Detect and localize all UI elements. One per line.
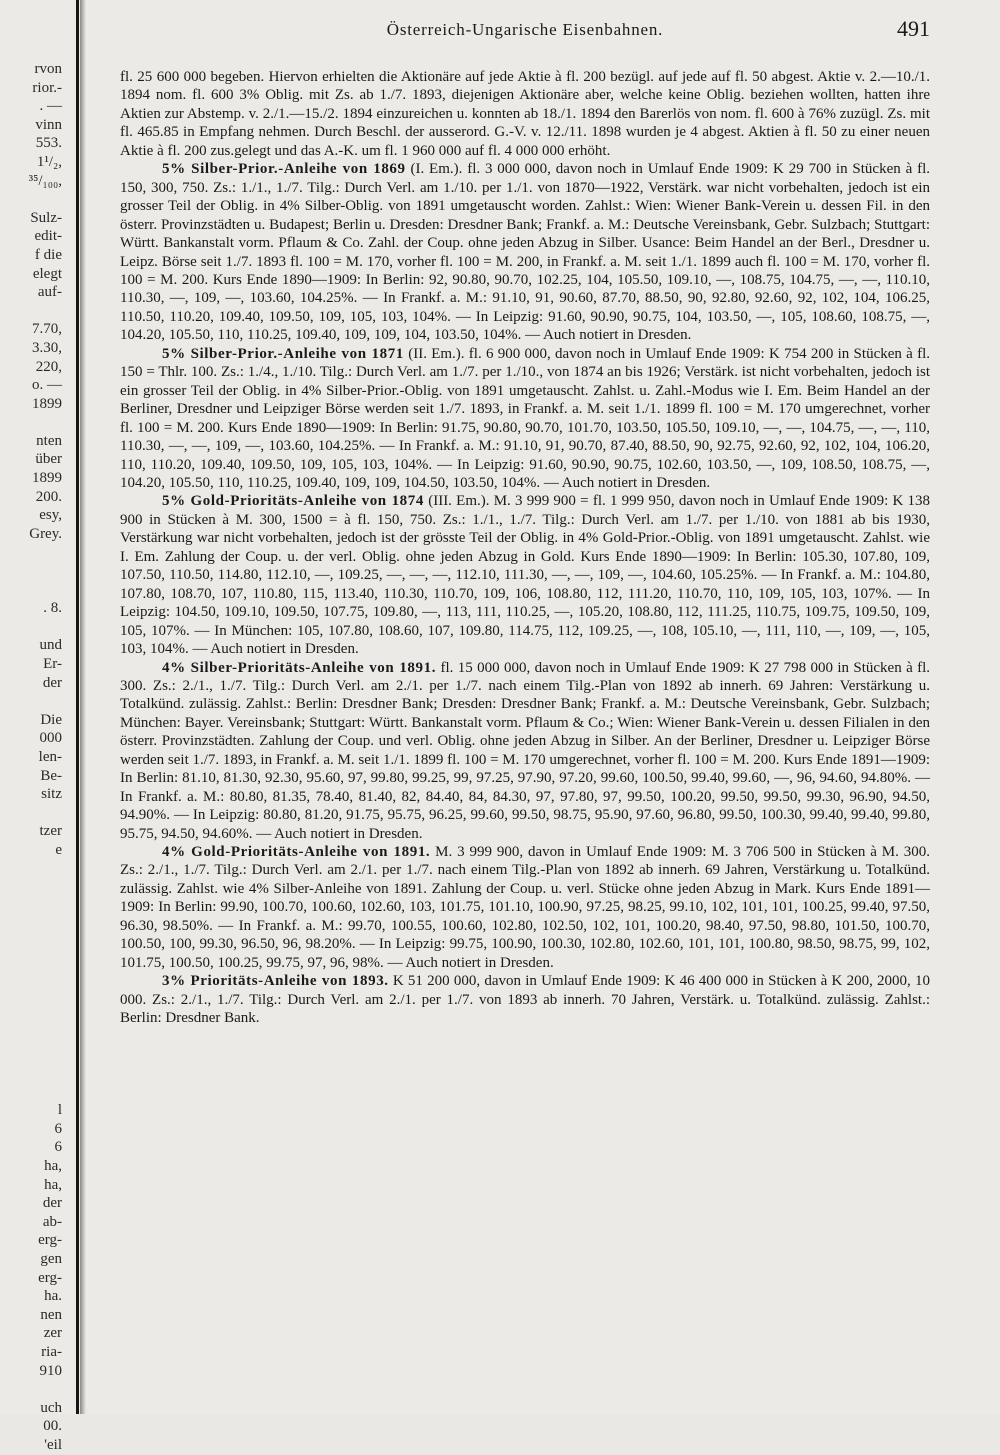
margin-fragment: 1¹/₂,	[36, 153, 62, 170]
margin-fragment: ³⁵/₁₀₀,	[28, 172, 62, 189]
facing-page-margin	[0, 60, 62, 1453]
margin-fragment	[0, 897, 62, 916]
margin-fragment: e	[55, 841, 62, 858]
margin-fragment: rvon	[34, 61, 62, 77]
margin-fragment: 1899	[32, 470, 62, 487]
paragraph: 4% Silber-Prioritäts-Anleihe von 1891. fl. 15 000 000, davon noch in Umlauf Ende 1909: K 27 798 000 in Stücken à fl. 300. Zs.: 2./1., 1./7. Tilg.: Durch Verl. am 2./1. per 1./7. nach einem Tilg.-Plan von 1892 ab innerh. 69 Jahren: Verstärkung u. Totalkünd. zulässig. Zahlst.: Berlin: Dresdner Bank; Dresden: Dresdner Bank; Frankf. a. M.: Deutsche Vereinsbank, Gebr. Sulzbach; München: Bayer. Vereinsbank; Stuttgart: Württ. Bankanstalt vorm. Pflaum & Co.; Wien: Wiener Bank-Verein u. dessen Filialen in den österr. Provinzstädten. Zahlung der Coup. und verl. Oblig. ohne jeden Abzug in Silber. An der Berliner, Dresdner u. Leipziger Börse werden seit 1./7. 1893, in Frankf. a. M. seit 1./1. 1899 fl. 100 = M. 170 umgerechnet, vorher fl. 100 = M. 200. Kurs Ende 1891—1909: In Berlin: 81.10, 81.30, 92.30, 95.60, 97, 99.80, 99.25, 99, 97.25, 97.90, 97.20, 99.60, 100.50, 99.40, 99.60, —, 96, 94.60, 94.80%. — In Frankf. a. M.: 80.80, 81.35, 78.40, 81.40, 82, 84.40, 84, 84.30, 97, 97.80, 97, 99.50, 100.20, 99.50, 99.50, 99.30, 96.90, 94.50, 94.90%. — In Leipzig: 80.80, 81.20, 91.75, 95.75, 96.25, 99.60, 99.50, 98.75, 95.90, 97.60, 96.80, 99.50, 100.30, 99.40, 99.40, 99.80, 95.75, 94.50, 94.60%. — Auch notiert in Dresden.	[120, 659, 931, 842]
loan-heading: 4% Gold-Prioritäts-Anleihe von 1891.	[162, 844, 431, 861]
page-fold-shadow	[80, 0, 86, 1414]
margin-fragment: elegt	[32, 265, 62, 282]
margin-fragment	[0, 878, 62, 897]
margin-fragment: gen	[40, 1251, 62, 1267]
margin-fragment: 'eil	[44, 1436, 62, 1453]
margin-fragment	[0, 618, 62, 637]
margin-fragment: ab-	[42, 1213, 62, 1230]
paragraph: 4% Gold-Prioritäts-Anleihe von 1891. M. 3 999 900, davon in Umlauf Ende 1909: M. 3 706 500 in Stücken à M. 300. Zs.: 2./1., 1./7. Tilg.: Durch Verl. am 2./1. per 1./7. nach einem Tilg.-Plan von 1892 ab innerh. 69 Jahren, Verstärkung u. Totalkünd. zulässig. Zahlst. wie 4% Silber-Anleihe von 1891. Zahlung der Coup. u. verl. Stücke ohne jeden Abzug in Mark. Kurs Ende 1891—1909: In Berlin: 99.90, 100.70, 100.60, 102.60, 103, 101.75, 101.10, 100.90, 97.25, 98.25, 99.10, 102, 101, 101, 100.25, 99.40, 97.50, 96.30, 98.50%. — In Frankf. a. M.: 99.70, 100.55, 100.60, 102.80, 102.50, 102, 101, 100.20, 98.40, 97.50, 98.80, 101.50, 100.70, 100.50, 100, 99.30, 96.50, 96, 98.20%. — In Leipzig: 99.75, 100.90, 100.30, 102.80, 102.60, 101, 101, 100.80, 98.50, 98.75, 99, 102, 101.75, 100.50, 100.25, 99.75, 97, 96, 98%. — Auch notiert in Dresden.	[120, 844, 931, 971]
margin-fragment: der	[42, 674, 62, 691]
margin-fragment	[0, 562, 62, 581]
running-title: Österreich-Ungarische Eisenbahnen.	[386, 20, 664, 39]
margin-fragment	[0, 804, 62, 823]
margin-fragment: nten	[36, 432, 62, 449]
page-number: 491	[897, 16, 930, 41]
margin-fragment: Sulz-	[30, 209, 62, 226]
margin-fragment: über	[35, 451, 62, 468]
margin-fragment: 7.70,	[32, 321, 62, 338]
margin-fragment	[0, 1064, 62, 1083]
margin-fragment	[0, 543, 62, 562]
margin-fragment	[0, 971, 62, 990]
margin-fragment: Die	[40, 711, 62, 728]
loan-heading: 5% Silber-Prior.-Anleihe von 1871	[162, 345, 404, 362]
margin-fragment: . 8.	[43, 600, 62, 617]
loan-heading: 5% Gold-Prioritäts-Anleihe von 1874	[162, 493, 424, 510]
paragraph: 3% Prioritäts-Anleihe von 1893. K 51 200 000, davon in Umlauf Ende 1909: K 46 400 000 in Stücken à K 200, 2000, 10 000. Zs.: 2./1., 1./7. Tilg.: Durch Verl. am 2./1. per 1./7. von 1893 ab innerh. 70 Jahren, Verstärk. u. Totalkünd. zulässig. Zahlst.: Berlin: Dresdner Bank.	[120, 973, 931, 1027]
margin-fragment: erg-	[38, 1232, 62, 1249]
margin-fragment	[0, 1027, 62, 1046]
margin-fragment: 1899	[32, 395, 62, 412]
margin-fragment: ha,	[44, 1158, 62, 1175]
loan-heading: 3% Prioritäts-Anleihe von 1893.	[162, 973, 389, 990]
margin-fragment: 3.30,	[32, 339, 62, 356]
margin-fragment: f die	[34, 246, 62, 263]
margin-fragment	[0, 934, 62, 953]
margin-fragment: vinn	[35, 116, 62, 133]
margin-fragment: auf-	[37, 284, 62, 301]
running-header	[120, 16, 930, 46]
margin-fragment: 553.	[35, 135, 62, 152]
page-fold-line	[76, 0, 79, 1414]
margin-fragment	[0, 1008, 62, 1027]
margin-fragment: 6	[54, 1139, 62, 1156]
margin-fragment: len-	[38, 748, 62, 765]
margin-fragment: und	[39, 637, 62, 654]
loan-heading: 4% Silber-Prioritäts-Anleihe von 1891.	[162, 659, 437, 676]
margin-fragment: 200.	[35, 488, 62, 505]
paragraph: 5% Gold-Prioritäts-Anleihe von 1874 (III. Em.). M. 3 999 900 = fl. 1 999 950, davon noch in Umlauf Ende 1909: K 138 900 in Stücken à M. 300, 1500 = à fl. 150, 750. Zs.: 1./1., 1./7. Tilg.: Durch Verl. am 1./7. per 1./10. von 1881 ab bis 1930, Verstärkung war nicht vorbehalten, jedoch ist der grösste Teil der Oblig. in 4% Gold-Prior.-Oblig. von 1891 umgetauscht. Zahlst. wie I. Em. Zahlung der Coup. u. der verl. Oblig. ohne jeden Abzug in Gold. Kurs Ende 1890—1909: In Berlin: 105.30, 107.80, 109, 107.50, 110.50, 114.80, 112.10, —, 109.25, —, —, —, 112.10, 111.30, —, —, 109, —, 104.60, 105.25%. — In Frankf. a. M.: 104.80, 107.80, 108.70, 107, 110.80, 115, 113.40, 110.30, 110.70, 109, 106, 108.80, 112, 111.20, 110.70, 110, 109, 105, 103, 107%. — In Leipzig: 104.50, 109.10, 109.50, 107.75, 109.80, —, 113, 111, 110.25, —, 105.20, 108.80, 112, 111.25, 110.75, 109.75, 109.50, 109, 105, 107%. — In München: 105, 107.80, 108.60, 107, 109.80, 114.75, 112, 109.25, —, 108, 105.10, —, 111, 110, —, 109, —, 105, 103, 104%. — Auch notiert in Dresden.	[120, 493, 931, 658]
margin-fragment: Grey.	[29, 525, 62, 542]
margin-fragment: 910	[39, 1362, 62, 1379]
margin-fragment: ha.	[44, 1288, 62, 1305]
margin-fragment	[0, 1045, 62, 1064]
margin-fragment: . —	[39, 98, 62, 115]
margin-fragment	[0, 581, 62, 600]
margin-fragment: ria-	[41, 1343, 62, 1360]
margin-fragment	[0, 302, 62, 321]
margin-fragment: 220,	[35, 358, 62, 375]
margin-fragment: 6	[54, 1120, 62, 1137]
margin-fragment	[0, 990, 62, 1009]
margin-fragment: uch	[40, 1399, 62, 1416]
margin-fragment	[0, 1083, 62, 1102]
margin-fragment	[0, 1380, 62, 1399]
margin-fragment: sitz	[41, 786, 62, 803]
margin-fragment	[0, 953, 62, 972]
paragraph: fl. 25 600 000 begeben. Hiervon erhielten die Aktionäre auf jede Aktie à fl. 200 bezügl. auf jede auf fl. 50 abgest. Aktie v. 2.—10./1. 1894 nom. fl. 600 3% Oblig. mit Zs. ab 1./7. 1893, diejenigen Aktionäre aber, welche keine Oblig. beziehen wollten, hatten ihre Aktien zur Abstemp. v. 2./1.—15./2. 1894 einzureichen u. konnten ab 18./1. 1894 den Barerlös von nom. fl. 600 à 76% zuzügl. Zs. mit fl. 465.85 in Empfang nehmen. Durch Beschl. der ausserord. G.-V. v. 12./11. 1898 wurden je 4 abgest. Aktien à fl. 50 zu einer neuen Aktie à fl. 200 zus.gelegt und das A.-K. um fl. 1 960 000 auf fl. 4 000 000 erhöht.	[120, 69, 930, 159]
margin-fragment: Be-	[40, 767, 62, 784]
margin-fragment: zer	[43, 1325, 62, 1342]
margin-fragment: o. —	[32, 377, 62, 394]
margin-fragment: esy,	[39, 507, 62, 524]
margin-fragment: rior.-	[32, 79, 62, 96]
margin-fragment	[0, 915, 62, 934]
loan-heading: 5% Silber-Prior.-Anleihe von 1869	[162, 161, 406, 178]
margin-fragment: erg-	[38, 1269, 62, 1286]
paragraph: 5% Silber-Prior.-Anleihe von 1871 (II. Em.). fl. 6 900 000, davon noch in Umlauf Ende 1909: K 754 200 in Stücken à fl. 150 = Thlr. 100. Zs.: 1./4., 1./10. Tilg.: Durch Verl. am 1./7. per 1./10., von 1874 an bis 1926; Verstärk. ist nicht vorbehalten, jedoch ist ein grosser Teil der Oblig. in 4% Silber-Prior.-Oblig. von 1891 umgetauscht. Zahlst. u. Zahl.-Modus wie I. Em. Beim Handel an der Berliner, Dresdner und Leipziger Börse werden seit 1./7. 1893, in Frankf. a. M. seit 1./1. 1899 fl. 100 = M. 170 umgerechnet, vorher fl. 100 = M. 200. Kurs Ende 1890—1909: In Berlin: 91.75, 90.80, 90.70, 101.70, 103.50, 105.50, 109.10, —, —, 104.75, —, —, 110, 110.30, —, —, 109, —, 103.60, 104.25%. — In Frankf. a. M.: 91.10, 91, 90.70, 87.40, 88.50, 90, 92.75, 92.60, 92, 102, 104, 106.20, 110, 110.20, 109.40, 109.50, 109, 105, 103, 104%. — In Leipzig: 91.60, 90.90, 90.75, 102.60, 103.50, —, 109, 108.50, 108.75, —, 104.20, 105.50, 110, 110.25, 109.40, 109, 109, 104.50, 103.50, 104%. — Auch notiert in Dresden.	[120, 345, 930, 491]
margin-fragment	[0, 692, 62, 711]
margin-fragment: tzer	[39, 823, 62, 840]
body-text	[120, 68, 930, 1028]
margin-fragment: ha,	[44, 1176, 62, 1193]
margin-fragment: Er-	[43, 656, 62, 672]
margin-fragment: 00.	[43, 1418, 62, 1435]
margin-fragment: der	[42, 1195, 62, 1212]
margin-fragment	[0, 413, 62, 432]
margin-fragment	[0, 860, 62, 879]
margin-fragment: l	[57, 1102, 62, 1119]
margin-fragment: 000	[39, 730, 62, 747]
margin-fragment	[0, 190, 62, 209]
margin-fragment: nen	[40, 1306, 62, 1323]
paragraph: 5% Silber-Prior.-Anleihe von 1869 (I. Em.). fl. 3 000 000, davon noch in Umlauf Ende 1909: K 29 700 in Stücken à fl. 150, 300, 750. Zs.: 1./1., 1./7. Tilg.: Durch Verl. am 1./10. per 1./1. von 1870—1922, Verstärk. war nicht vorbehalten, jedoch ist ein grosser Teil der Oblig. in 4% Silber-Oblig. von 1891 umgetauscht worden. Zahlst.: Wien: Wiener Bank-Verein u. dessen Fil. in den österr. Provinzstädten u. Budapest; Berlin u. Dresden: Dresdner Bank; Frankf. a. M.: Deutsche Vereinsbank, Gebr. Sulzbach; Stuttgart: Württ. Bankanstalt vorm. Pflaum & Co. Zahl. der Coup. ohne jeden Abzug in Silber. Usance: Beim Handel an der Berl., Dresdner u. Leipz. Börse seit 1./7. 1893 fl. 100 = M. 170, vorher fl. 100 = M. 200, in Frankf. a. M. seit 1./1. 1899 auch fl. 100 = M. 170, vorher fl. 100 = M. 200. Kurs Ende 1890—1909: In Berlin: 92, 90.80, 90.70, 102.25, 104, 105.50, 109.10, —, 108.75, 104.75, —, —, 110.10, 110.30, —, 109, —, 103.60, 104.25%. — In Frankf. a. M.: 91.10, 91, 90.60, 87.70, 88.50, 90, 92.80, 92.60, 92, 102, 104, 106.25, 110.50, 110.20, 109.40, 109.50, 109, 105, 103, 104%. — In Leipzig: 91.60, 90.90, 90.75, 104, 103.50, —, 105, 108.60, 108.75, —, 104.20, 105.50, 110, 110.25, 109.40, 109, 109, 104, 103.50, 104%. — Auch notiert in Dresden.	[120, 161, 930, 344]
margin-fragment: edit-	[34, 228, 62, 245]
